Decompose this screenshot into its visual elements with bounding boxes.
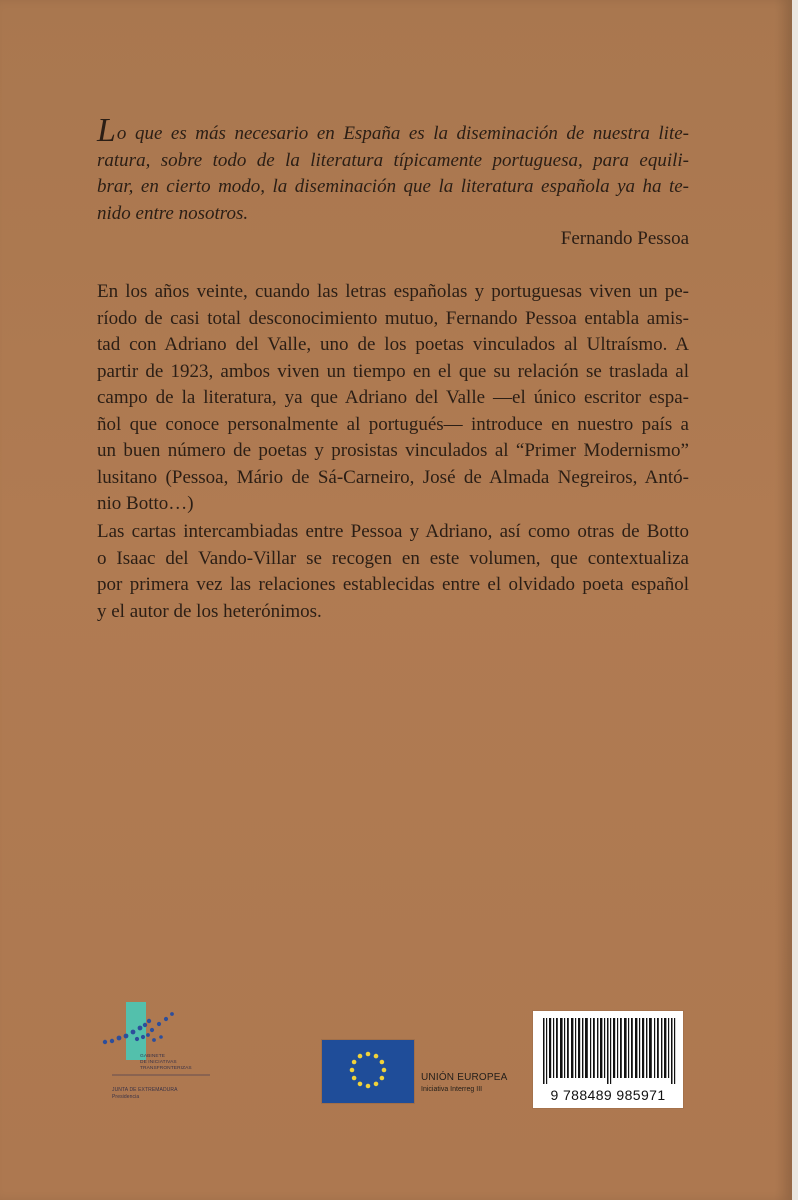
barcode-bar [631, 1018, 633, 1078]
gabinete-text-line-3: TRANSFRONTERIZAS [140, 1066, 192, 1071]
eu-label-main: UNIÓN EUROPEA [421, 1072, 508, 1083]
dot-icon [152, 1038, 156, 1042]
dot-icon [159, 1035, 163, 1039]
barcode-bar [543, 1018, 545, 1084]
description-line: ñol que conoce personalmente al portugués— introduce en nuestro país a [97, 413, 689, 435]
junta-extremadura-logo [100, 996, 250, 1116]
quote-line: ratura, sobre todo de la literatura típicamente portuguesa, para equili- [97, 149, 689, 171]
description-line: En los años veinte, cuando las letras españolas y portuguesas viven un pe- [97, 281, 689, 302]
dot-icon [170, 1012, 174, 1016]
barcode-bar [646, 1018, 647, 1078]
barcode-bar [553, 1018, 554, 1078]
description-line: y el autor de los heterónimos. [97, 600, 322, 622]
barcode-bar [556, 1018, 558, 1078]
dot-icon [124, 1034, 129, 1039]
barcode-bar [567, 1018, 569, 1078]
dot-icon [135, 1037, 139, 1041]
description-line: campo de la literatura, ya que Adriano del Valle —el único escritor espa- [97, 387, 689, 408]
barcode-bar [607, 1018, 609, 1084]
dot-icon [138, 1026, 143, 1031]
quote-line: brar, en cierto modo, la diseminación que la literatura española ya ha te- [97, 176, 689, 197]
dot-icon [164, 1017, 168, 1021]
barcode-bar [593, 1018, 595, 1078]
dot-icon [131, 1030, 136, 1035]
teal-bar-icon [126, 1002, 146, 1060]
eu-flag-icon [322, 1040, 414, 1103]
description-paragraph-2 [97, 519, 689, 625]
eu-star-icon [350, 1068, 355, 1073]
description-line: partir de 1923, ambos viven un tiempo en el que su relación se traslada al [97, 360, 689, 382]
barcode-bar [585, 1018, 588, 1078]
description-line: Las cartas intercambiadas entre Pessoa y Adriano, así como otras de Botto [97, 521, 689, 542]
barcode-bar [564, 1018, 565, 1078]
eu-star-icon [374, 1082, 379, 1087]
dot-icon [117, 1036, 122, 1041]
barcode-bar [600, 1018, 602, 1078]
isbn-number: 9 788489 985971 [550, 1087, 666, 1103]
barcode-bar [613, 1018, 615, 1078]
barcode-bar [661, 1018, 662, 1078]
description-line: lusitano (Pessoa, Mário de Sá-Carneiro, José de Almada Negreiros, Antó- [97, 466, 689, 488]
barcode-bar [635, 1018, 637, 1078]
junta-text: JUNTA DE EXTREMADURA [112, 1087, 178, 1093]
barcode-bar [642, 1018, 644, 1078]
gabinete-text-line-1: GABINETE [140, 1054, 166, 1059]
barcode-bar [649, 1018, 652, 1078]
opening-quote [97, 112, 689, 227]
eu-label-sub: Iniciativa Interreg III [421, 1086, 483, 1093]
gabinete-text-line-2: DE INICIATIVAS [140, 1060, 177, 1065]
barcode-bar [674, 1018, 675, 1084]
barcode-bar [597, 1018, 598, 1078]
barcode-bar [654, 1018, 655, 1078]
description-line: un buen número de poetas y prosistas vinculados al “Primer Modernismo” [97, 440, 689, 461]
barcode-bar [620, 1018, 622, 1078]
dot-icon [146, 1033, 150, 1037]
description-line: nio Botto…) [97, 493, 194, 514]
barcode-bar [549, 1018, 551, 1078]
description-line: o Isaac del Vando-Villar se recogen en este volumen, que contextualiza [97, 547, 689, 569]
barcode-bar [582, 1018, 583, 1078]
dot-icon [143, 1023, 147, 1027]
description-paragraph-1 [97, 279, 689, 518]
eu-star-icon [366, 1084, 371, 1089]
barcode-bar [590, 1018, 591, 1078]
barcode-bar [578, 1018, 580, 1078]
barcode-bar [604, 1018, 605, 1078]
eu-star-icon [366, 1052, 371, 1057]
barcode-bar [575, 1018, 576, 1078]
dot-icon [141, 1035, 145, 1039]
dot-icon [157, 1022, 161, 1026]
barcode-bar [546, 1018, 547, 1084]
eu-stars-icon [322, 1040, 414, 1103]
quote-author: Fernando Pessoa [560, 228, 689, 249]
barcode-bar [617, 1018, 618, 1078]
quote-line: nido entre nosotros. [97, 202, 249, 224]
barcode-bar [671, 1018, 673, 1084]
eu-star-icon [358, 1054, 363, 1059]
quote-initial: L [97, 112, 116, 149]
barcode-bar [624, 1018, 627, 1078]
eu-star-icon [380, 1060, 385, 1065]
barcode-bar [628, 1018, 629, 1078]
quote-line-text: o que es más necesario en España es la diseminación de nuestra lite- [116, 123, 689, 144]
eu-star-icon [352, 1060, 357, 1065]
description-line: por primera vez las relaciones establecidas entre el olvidado poeta español [97, 574, 689, 595]
dot-icon [147, 1019, 151, 1023]
barcode-bar [657, 1018, 659, 1078]
dot-icon [103, 1040, 107, 1044]
description-line: tad con Adriano del Valle, uno de los poetas vinculados al Ultraísmo. A [97, 334, 689, 355]
eu-star-icon [358, 1082, 363, 1087]
presidencia-text: Presidencia [112, 1094, 140, 1100]
description-line: ríodo de casi total desconocimiento mutuo, Fernando Pessoa entabla amis- [97, 307, 689, 329]
barcode-bar [610, 1018, 611, 1084]
barcode-bar [664, 1018, 666, 1078]
dot-icon [150, 1028, 154, 1032]
barcode-bar [639, 1018, 640, 1078]
eu-star-icon [380, 1076, 385, 1081]
eu-star-icon [382, 1068, 387, 1073]
eu-star-icon [352, 1076, 357, 1081]
barcode-bar [668, 1018, 669, 1078]
barcode-bar [560, 1018, 563, 1078]
barcode-bar [571, 1018, 573, 1078]
dot-icon [110, 1039, 114, 1043]
quote-line [97, 112, 689, 148]
eu-star-icon [374, 1054, 379, 1059]
barcode [533, 1011, 683, 1108]
eu-label [421, 1072, 508, 1094]
